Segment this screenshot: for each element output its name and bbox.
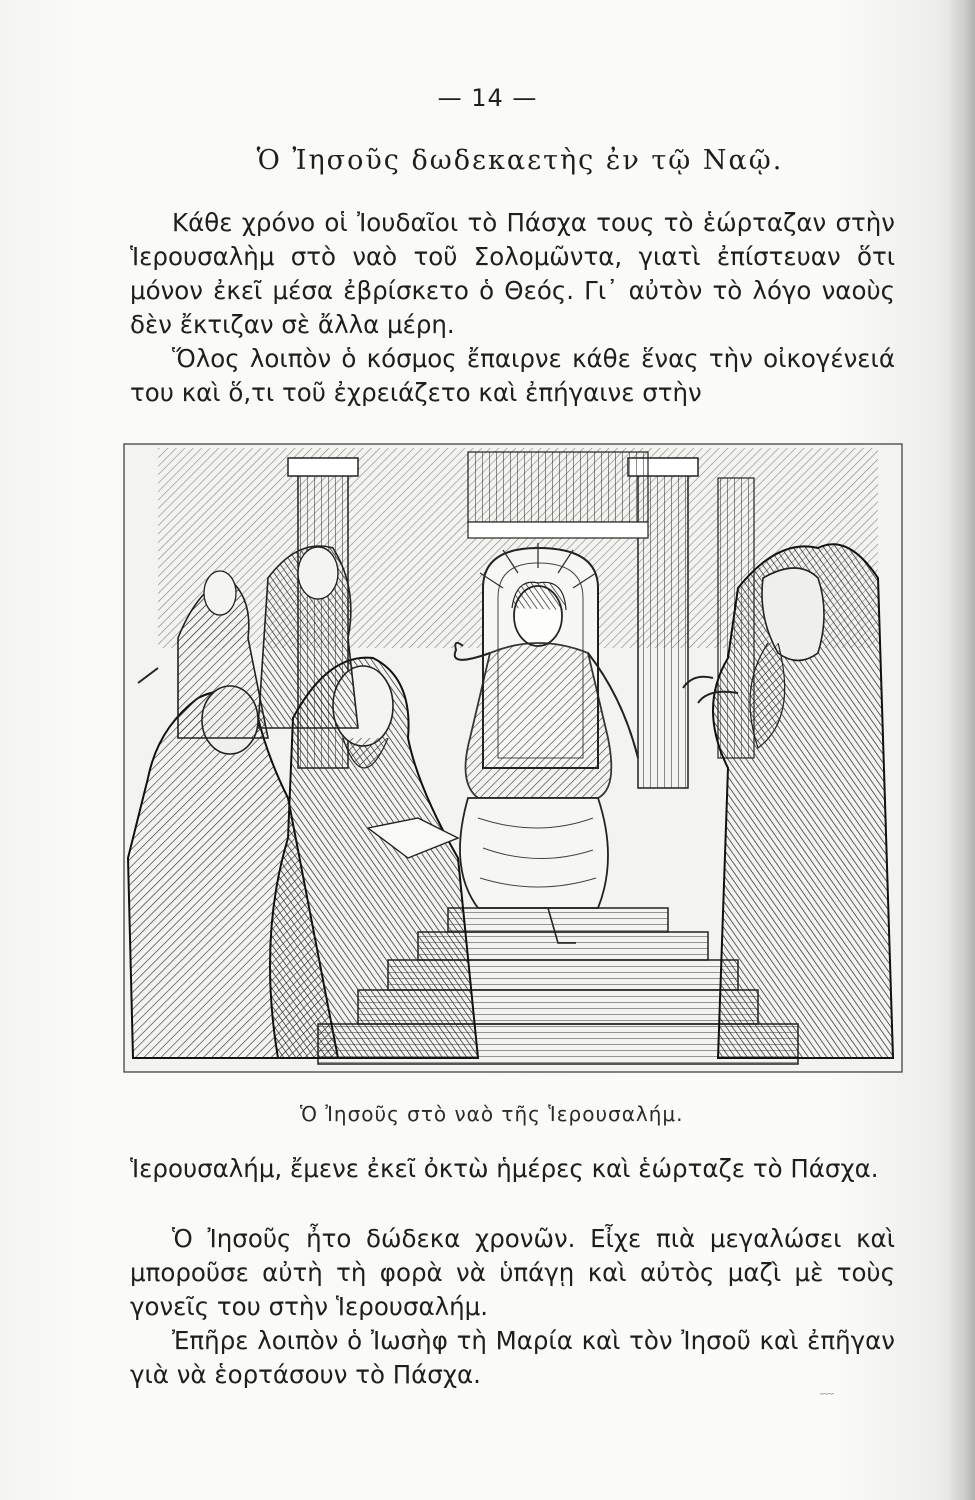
page-number: — 14 — xyxy=(437,84,538,112)
paragraph-2: Ὅλος λοιπὸν ὁ κόσμος ἔπαιρνε κάθε ἕνας τὴν οἰκογένειά του καὶ ὅ,τι τοῦ ἐχρειάζετο καὶ ἐπήγαινε στὴν xyxy=(130,344,895,407)
paragraph-5: Ἐπῆρε λοιπὸν ὁ Ἰωσὴφ τὴ Μαρία καὶ τὸν Ἰησοῦ καὶ ἐπῆγαν γιὰ νὰ ἑορτάσουν τὸ Πάσχα. xyxy=(130,1326,895,1389)
paragraph-4: Ὁ Ἰησοῦς ἦτο δώδεκα χρονῶν. Εἶχε πιὰ μεγαλώσει καὶ μποροῦσε αὐτὴ τὴ φορὰ νὰ ὑπάγῃ καὶ αὐτὸς μαζὶ μὲ τοὺς γονεῖς του στὴν Ἱερουσαλήμ. xyxy=(130,1224,895,1321)
temple-engraving xyxy=(118,438,908,1078)
paragraph-1: Κάθε χρόνο οἱ Ἰουδαῖοι τὸ Πάσχα τους τὸ ἑώρταζαν στὴν Ἱερουσαλὴμ στὸ ναὸ τοῦ Σολομῶντα, γιατὶ ἐπίστευαν ὅτι μόνον ἐκεῖ μέσα ἐβρίσκετο ὁ Θεός. Γι᾽ αὐτὸν τὸ λόγο ναοὺς δὲν ἔκτιζαν σὲ ἄλλα μέρη. xyxy=(130,208,895,339)
paragraph-3: Ἱερουσαλήμ, ἔμενε ἐκεῖ ὀκτὼ ἡμέρες καὶ ἑώρταζε τὸ Πάσχα. xyxy=(130,1154,879,1183)
chapter-title: Ὁ Ἰησοῦς δωδεκαετὴς ἐν τῷ Ναῷ. xyxy=(256,145,784,176)
illustration-caption: Ὁ Ἰησοῦς στὸ ναὸ τῆς Ἱερουσαλήμ. xyxy=(300,1102,684,1126)
ink-speck: ﹏ xyxy=(820,1381,834,1397)
page-edge-shadow xyxy=(947,0,975,1500)
